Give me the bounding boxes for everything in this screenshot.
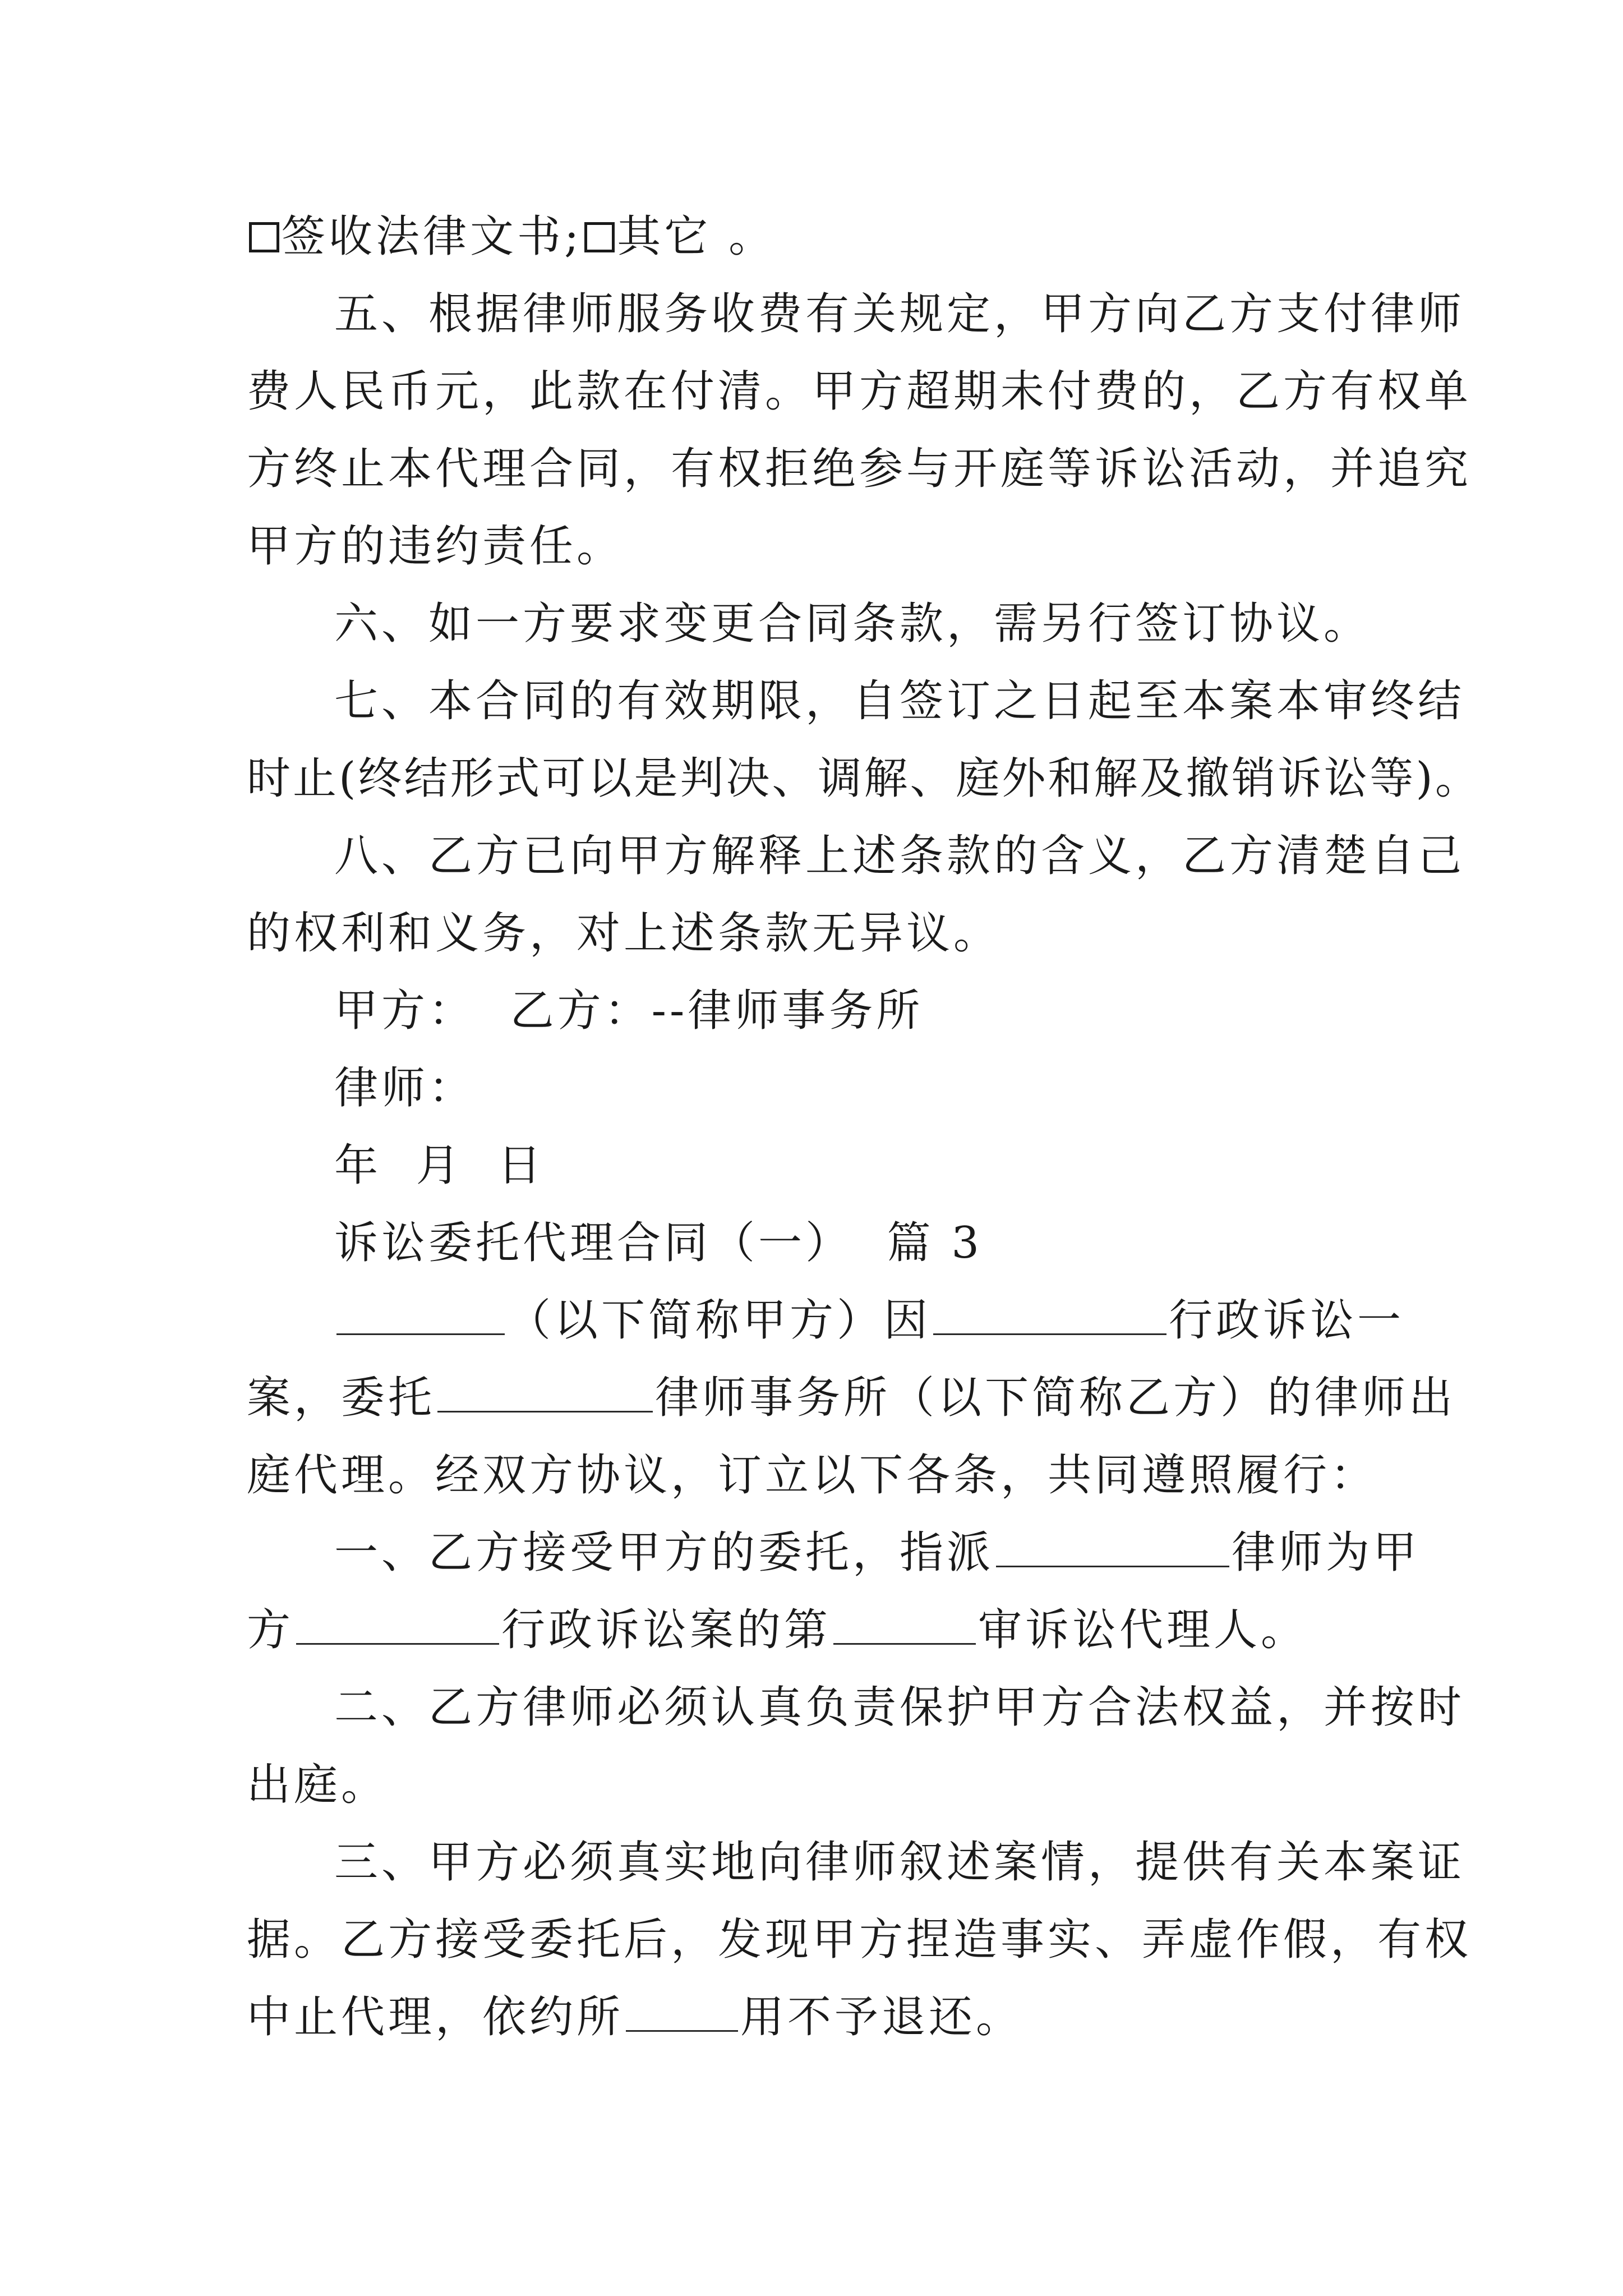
text-line-7: 七、本合同的有效期限，自签订之日起至本案本审终结 xyxy=(334,676,1465,726)
fill-blank xyxy=(296,1607,499,1645)
section-title: 诉讼委托代理合同（一） 篇 3 xyxy=(334,1218,983,1268)
text-line-24: 中止代理，依约所 用不予退还。 xyxy=(247,1992,1023,2042)
fill-blank xyxy=(437,1375,653,1412)
text-line-1: 签收法律文书; 其它 。 xyxy=(247,209,776,265)
text-line-23: 据。乙方接受委托后，发现甲方捏造事实、弄虚作假，有权 xyxy=(247,1915,1472,1965)
signature-date: 年 月 日 xyxy=(334,1140,545,1191)
text-line-15: （以下简称甲方）因 行政诉讼一 xyxy=(334,1292,1404,1349)
signature-lawyer: 律师： xyxy=(334,1063,476,1114)
fill-blank xyxy=(626,1994,738,2032)
text-line-22: 三、甲方必须真实地向律师叙述案情，提供有关本案证 xyxy=(334,1837,1465,1888)
text-line-16: 案，委托 律师事务所（以下简称乙方）的律师出 xyxy=(247,1373,1456,1423)
fill-blank xyxy=(996,1530,1229,1567)
fill-blank xyxy=(833,1607,976,1645)
text-line-9: 八、乙方已向甲方解释上述条款的含义，乙方清楚自己 xyxy=(334,831,1465,881)
text-line-3: 费人民币元，此款在付清。甲方超期未付费的，乙方有权单 xyxy=(247,366,1472,417)
text-line-4: 方终止本代理合同，有权拒绝参与开庭等诉讼活动，并追究 xyxy=(247,444,1472,494)
text-line-10: 的权利和义务，对上述条款无异议。 xyxy=(247,908,1001,959)
text-line-8: 时止(终结形式可以是判决、调解、庭外和解及撤销诉讼等)。 xyxy=(247,753,1481,804)
checkbox-icon xyxy=(249,222,279,252)
text-line-6: 六、如一方要求变更合同条款，需另行签订协议。 xyxy=(334,599,1371,649)
text-line-19: 方 行政诉讼案的第 审诉讼代理人。 xyxy=(247,1605,1308,1655)
signature-parties: 甲方： 乙方：--律师事务所 xyxy=(334,986,924,1036)
text-line-2: 五、根据律师服务收费有关规定，甲方向乙方支付律师 xyxy=(334,289,1465,339)
text-line-17: 庭代理。经双方协议，订立以下各条，共同遵照履行： xyxy=(247,1450,1378,1501)
text-line-18: 一、乙方接受甲方的委托，指派 律师为甲 xyxy=(334,1527,1421,1578)
text-line-20: 二、乙方律师必须认真负责保护甲方合法权益，并按时 xyxy=(334,1682,1465,1733)
fill-blank xyxy=(336,1297,505,1335)
checkbox-icon xyxy=(584,222,615,252)
fill-blank xyxy=(933,1297,1166,1335)
text-line-5: 甲方的违约责任。 xyxy=(247,521,624,572)
text-line-21: 出庭。 xyxy=(247,1760,389,1810)
